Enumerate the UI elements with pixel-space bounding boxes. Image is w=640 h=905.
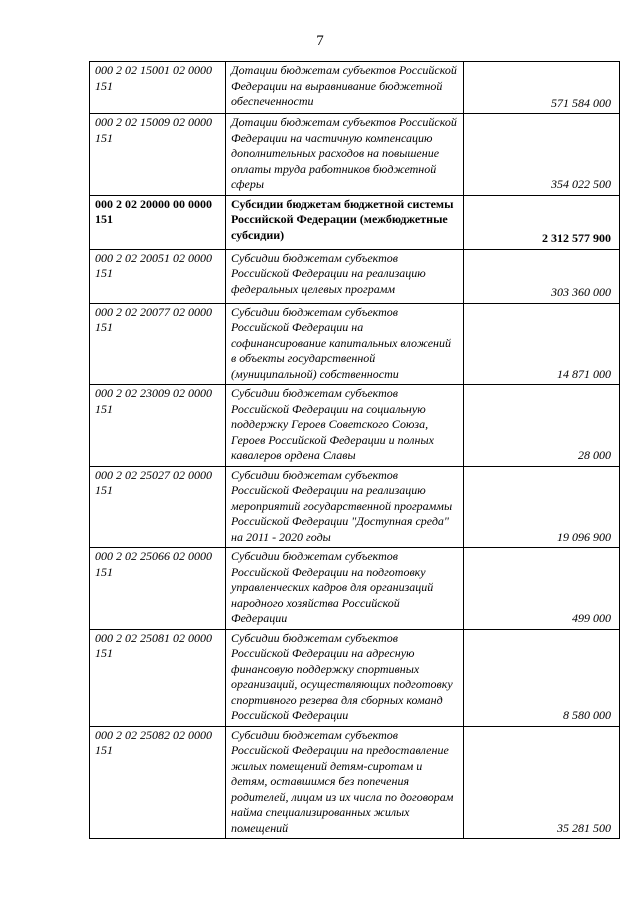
amount-cell: 354 022 500 xyxy=(464,114,620,196)
revenue-name-cell: Субсидии бюджетам субъектов Российской Федерации на адресную финансовую поддержку спортивных организаций, осуществляющих подготовку спортивного резерва для сборных команд Российской Федерации xyxy=(226,629,464,726)
amount-cell: 2 312 577 900 xyxy=(464,195,620,249)
amount-cell: 35 281 500 xyxy=(464,726,620,839)
revenue-name-cell: Дотации бюджетам субъектов Российской Федерации на частичную компенсацию дополнительных расходов на повышение оплаты труда работников бюджетной сферы xyxy=(226,114,464,196)
amount-cell: 14 871 000 xyxy=(464,303,620,385)
amount-cell: 19 096 900 xyxy=(464,466,620,548)
amount-cell: 8 580 000 xyxy=(464,629,620,726)
table-row xyxy=(90,548,620,630)
revenue-name-cell: Субсидии бюджетам субъектов Российской Федерации на софинансирование капитальных вложений в объекты государственной (муниципальной) собственности xyxy=(226,303,464,385)
table-row xyxy=(90,385,620,467)
table-row xyxy=(90,249,620,303)
amount-cell: 28 000 xyxy=(464,385,620,467)
budget-code-cell: 000 2 02 25027 02 0000 151 xyxy=(90,466,226,548)
revenue-name-cell: Субсидии бюджетам субъектов Российской Федерации на реализацию федеральных целевых программ xyxy=(226,249,464,303)
table-row xyxy=(90,62,620,114)
amount-cell: 303 360 000 xyxy=(464,249,620,303)
budget-code-cell: 000 2 02 20051 02 0000 151 xyxy=(90,249,226,303)
table-row xyxy=(90,114,620,196)
table-row xyxy=(90,629,620,726)
budget-code-cell: 000 2 02 25082 02 0000 151 xyxy=(90,726,226,839)
budget-code-cell: 000 2 02 25081 02 0000 151 xyxy=(90,629,226,726)
budget-code-cell: 000 2 02 25066 02 0000 151 xyxy=(90,548,226,630)
budget-code-cell: 000 2 02 20000 00 0000 151 xyxy=(90,195,226,249)
revenue-name-cell: Субсидии бюджетам субъектов Российской Федерации на подготовку управленческих кадров для организаций народного хозяйства Российской Федерации xyxy=(226,548,464,630)
table-body xyxy=(90,62,620,839)
budget-revenue-table xyxy=(89,61,620,839)
table-row-total xyxy=(90,195,620,249)
amount-cell: 571 584 000 xyxy=(464,62,620,114)
revenue-name-cell: Дотации бюджетам субъектов Российской Федерации на выравнивание бюджетной обеспеченности xyxy=(226,62,464,114)
budget-code-cell: 000 2 02 20077 02 0000 151 xyxy=(90,303,226,385)
revenue-name-cell: Субсидии бюджетам бюджетной системы Российской Федерации (межбюджетные субсидии) xyxy=(226,195,464,249)
table-row xyxy=(90,303,620,385)
budget-code-cell: 000 2 02 15001 02 0000 151 xyxy=(90,62,226,114)
budget-code-cell: 000 2 02 15009 02 0000 151 xyxy=(90,114,226,196)
revenue-name-cell: Субсидии бюджетам субъектов Российской Федерации на реализацию мероприятий государственной программы Российской Федерации "Доступная среда" на 2011 - 2020 годы xyxy=(226,466,464,548)
budget-code-cell: 000 2 02 23009 02 0000 151 xyxy=(90,385,226,467)
revenue-name-cell: Субсидии бюджетам субъектов Российской Федерации на социальную поддержку Героев Советского Союза, Героев Российской Федерации и полных кавалеров ордена Славы xyxy=(226,385,464,467)
revenue-name-cell: Субсидии бюджетам субъектов Российской Федерации на предоставление жилых помещений детям-сиротам и детям, оставшимся без попечения родителей, лицам из их числа по договорам найма специализированных жилых помещений xyxy=(226,726,464,839)
page-number: 7 xyxy=(316,33,324,49)
table-row xyxy=(90,726,620,839)
table-row xyxy=(90,466,620,548)
amount-cell: 499 000 xyxy=(464,548,620,630)
